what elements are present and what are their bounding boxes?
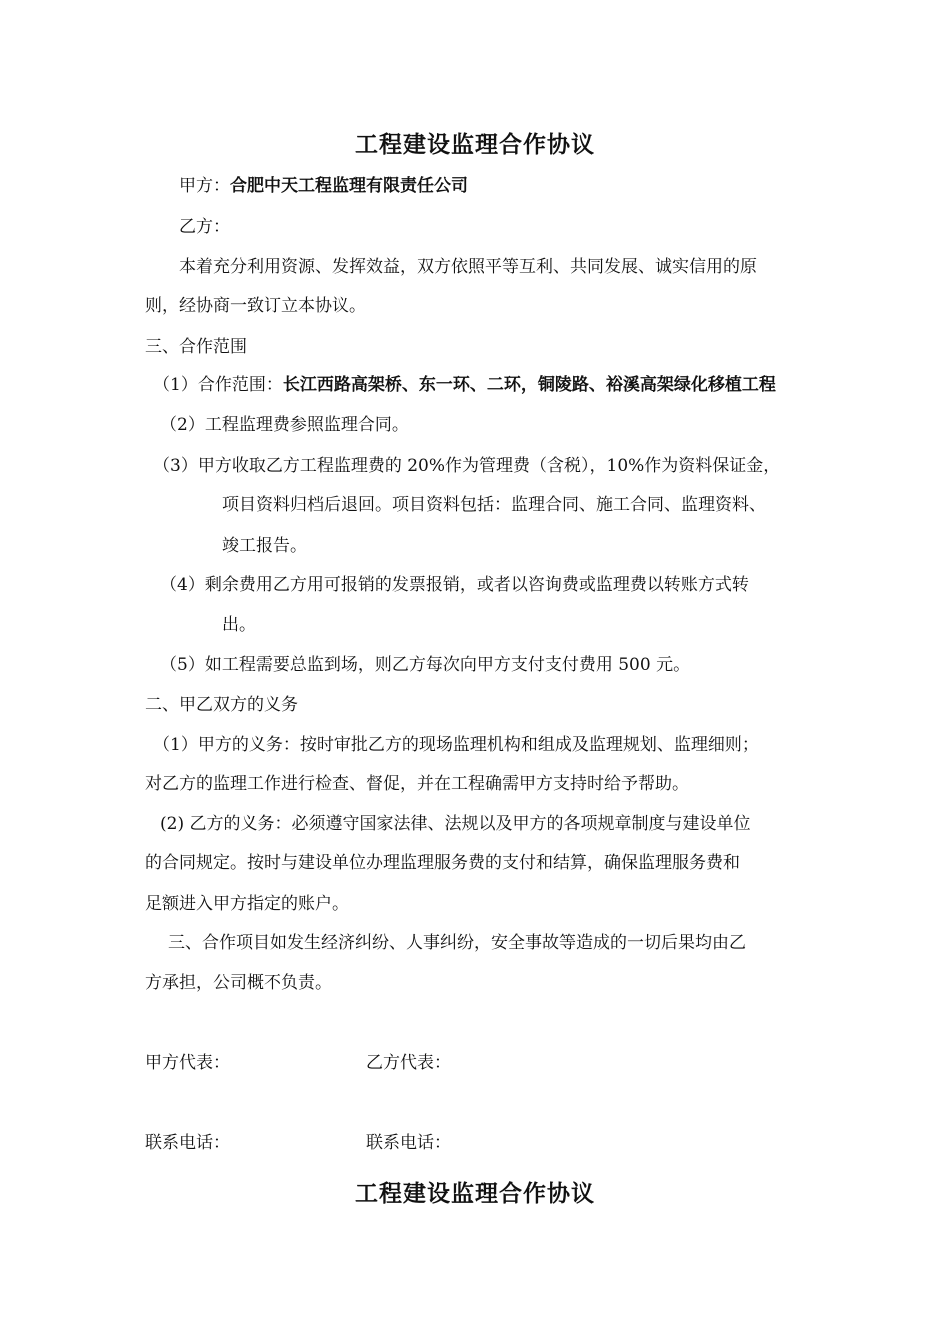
intro-line-2: 则，经协商一致订立本协议。	[145, 296, 366, 316]
item3-line-3: 竣工报告。	[222, 536, 307, 556]
party-b-label: 乙方：	[179, 217, 230, 237]
item5-line: （5）如工程需要总监到场，则乙方每次向甲方支付支付费用 500 元。	[160, 655, 691, 675]
item1-line	[153, 373, 776, 397]
item4-line-1: （4）剩余费用乙方用可报销的发票报销，或者以咨询费或监理费以转账方式转	[160, 575, 749, 595]
party-a-label: 甲方：	[179, 176, 230, 196]
item2-line: （2）工程监理费参照监理合同。	[160, 415, 409, 435]
section2-heading: 二、甲乙双方的义务	[145, 695, 298, 715]
section3-line-2: 方承担，公司概不负责。	[145, 973, 332, 993]
party-a-phone: 联系电话：	[145, 1133, 230, 1153]
party-b-phone: 联系电话：	[366, 1133, 451, 1153]
duty1-line-2: 对乙方的监理工作进行检查、督促，并在工程确需甲方支持时给予帮助。	[145, 774, 689, 794]
party-a-name: 合肥中天工程监理有限责任公司	[230, 176, 468, 196]
intro-line-1: 本着充分利用资源、发挥效益，双方依照平等互利、共同发展、诚实信用的原	[179, 257, 757, 277]
document-title-repeat: 工程建设监理合作协议	[355, 1181, 595, 1207]
party-a-line	[179, 174, 468, 198]
item3-line-2: 项目资料归档后退回。项目资料包括：监理合同、施工合同、监理资料、	[222, 495, 766, 515]
party-b-representative: 乙方代表：	[366, 1053, 451, 1073]
item1-label: （1）合作范围：	[153, 375, 283, 395]
section3-line-1: 三、合作项目如发生经济纠纷、人事纠纷，安全事故等造成的一切后果均由乙	[168, 933, 746, 953]
duty2-line-1: (2) 乙方的义务：必须遵守国家法律、法规以及甲方的各项规章制度与建设单位	[160, 814, 751, 834]
item3-line-1: （3）甲方收取乙方工程监理费的 20%作为管理费（含税），10%作为资料保证金，	[153, 456, 781, 476]
item1-value: 长江西路高架桥、东一环、二环，铜陵路、裕溪高架绿化移植工程	[282, 375, 776, 395]
duty1-line-1: （1）甲方的义务：按时审批乙方的现场监理机构和组成及监理规划、监理细则；	[153, 735, 759, 755]
duty2-line-3: 足额进入甲方指定的账户。	[145, 894, 349, 914]
section1-heading: 三、合作范围	[145, 337, 247, 357]
party-a-representative: 甲方代表：	[145, 1053, 230, 1073]
item4-line-2: 出。	[222, 615, 256, 635]
document-title: 工程建设监理合作协议	[355, 132, 595, 158]
duty2-line-2: 的合同规定。按时与建设单位办理监理服务费的支付和结算，确保监理服务费和	[145, 853, 740, 873]
